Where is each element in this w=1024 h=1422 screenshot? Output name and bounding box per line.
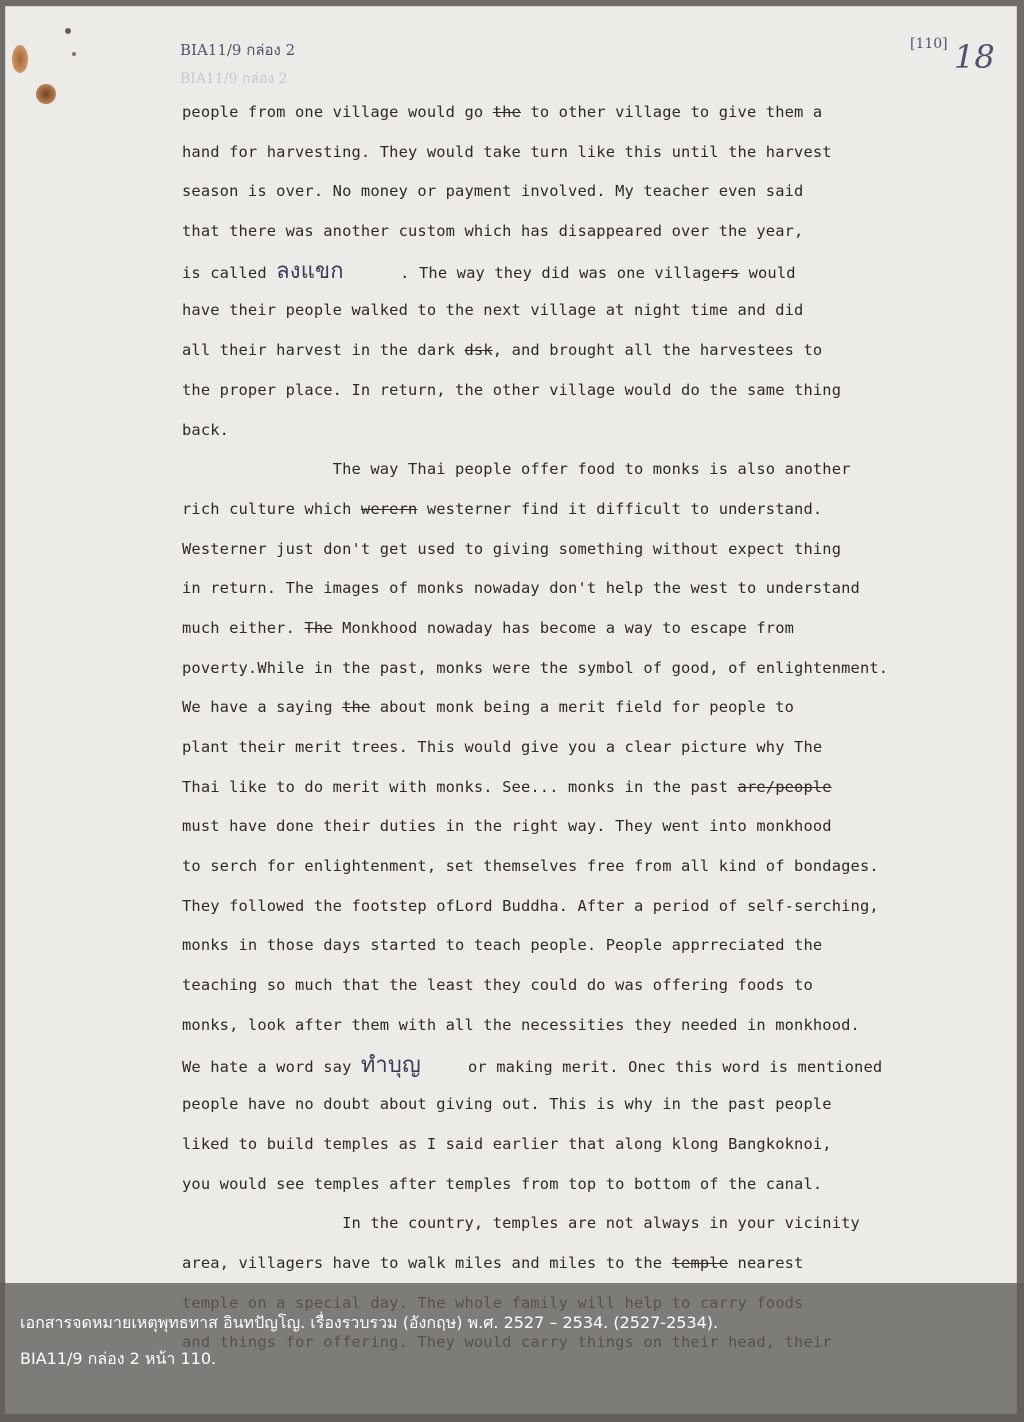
typed-text: the proper place. In return, the other village would do the same thing bbox=[182, 380, 842, 399]
typed-text: season is over. No money or payment involved. My teacher even said bbox=[182, 182, 804, 201]
typed-line bbox=[182, 133, 962, 173]
paper-spot bbox=[72, 52, 76, 56]
struck-text: the bbox=[492, 103, 521, 121]
typed-line bbox=[182, 1046, 962, 1086]
typed-text: back. bbox=[182, 420, 230, 439]
typed-text: must have done their duties in the right way. They went into monkhood bbox=[182, 817, 832, 836]
typed-text: westerner find it difficult to understand. bbox=[417, 499, 823, 518]
typed-text: Monkhood nowaday has become a way to escape from bbox=[332, 618, 795, 637]
typed-text: rich culture which bbox=[182, 499, 361, 518]
typed-line bbox=[182, 688, 962, 728]
typed-line bbox=[182, 847, 962, 887]
typed-line bbox=[182, 1006, 962, 1046]
typed-line bbox=[182, 926, 962, 966]
typed-text: poverty.While in the past, monks were the symbol of good, of enlightenment. bbox=[182, 658, 889, 677]
typed-text: nearest bbox=[728, 1253, 804, 1272]
typed-text: liked to build temples as I said earlier that along klong Bangkoknoi, bbox=[182, 1134, 832, 1153]
archive-reference-ghost: BIA11/9 กล่อง 2 bbox=[180, 71, 288, 87]
typed-text: area, villagers have to walk miles and miles to the bbox=[182, 1253, 672, 1272]
typed-text: much either. bbox=[182, 618, 305, 637]
typed-line bbox=[182, 450, 962, 490]
typed-text: would bbox=[739, 263, 796, 282]
struck-text: werern bbox=[360, 499, 418, 518]
handwritten-thai-word: ทำบุญ bbox=[360, 1052, 421, 1078]
struck-text: temple bbox=[671, 1253, 729, 1272]
typed-text: is called bbox=[182, 263, 277, 282]
typed-line bbox=[182, 569, 962, 609]
handwritten-thai-word: ลงแขก bbox=[276, 258, 344, 284]
archive-reference: BIA11/9 กล่อง 2 bbox=[180, 41, 296, 59]
typed-line bbox=[182, 1165, 962, 1205]
typed-text: all their harvest in the dark bbox=[182, 341, 465, 360]
typed-text: Thai like to do merit with monks. See... monks in the past bbox=[182, 777, 738, 796]
punch-hole-stain bbox=[12, 45, 28, 73]
caption-reference: BIA11/9 กล่อง 2 หน้า 110. bbox=[20, 1349, 217, 1368]
typed-line bbox=[182, 212, 962, 252]
struck-text: are/people bbox=[737, 777, 832, 796]
typed-text: plant their merit trees. This would give you a clear picture why The bbox=[182, 738, 823, 756]
typed-text: hand for harvesting. They would take turn like this until the harvest bbox=[182, 142, 832, 161]
typed-line bbox=[182, 887, 962, 927]
typed-text: teaching so much that the least they could do was offering foods to bbox=[182, 976, 813, 995]
typed-text: monks, look after them with all the necessities they needed in monkhood. bbox=[182, 1015, 860, 1034]
typed-text: In the country, temples are not always in your vicinity bbox=[182, 1214, 860, 1233]
typed-text: The way Thai people offer food to monks is also another bbox=[182, 460, 851, 479]
struck-text: The bbox=[304, 618, 333, 637]
typed-line bbox=[182, 530, 962, 570]
page-number-bracket: [110] bbox=[910, 36, 948, 52]
typed-line bbox=[182, 1085, 962, 1125]
typed-line bbox=[182, 728, 962, 768]
typed-line bbox=[182, 609, 962, 649]
typed-line bbox=[182, 252, 962, 292]
typed-line bbox=[182, 371, 962, 411]
struck-text: dsk bbox=[464, 341, 493, 360]
typed-text: to other village to give them a bbox=[520, 103, 823, 121]
typed-text: They followed the footstep ofLord Buddha. After a period of self-serching, bbox=[182, 896, 879, 915]
caption-bar bbox=[0, 1283, 1024, 1422]
typed-text: you would see temples after temples from top to bottom of the canal. bbox=[182, 1174, 823, 1193]
struck-text: the bbox=[342, 698, 371, 717]
typed-line bbox=[182, 93, 962, 133]
typed-text: to serch for enlightenment, set themselves free from all kind of bondages. bbox=[182, 857, 879, 876]
typed-line bbox=[182, 172, 962, 212]
typed-text: monks in those days started to teach people. People apprreciated the bbox=[182, 936, 823, 955]
typed-line bbox=[182, 649, 962, 689]
typed-text: people from one village would go bbox=[182, 103, 493, 121]
typed-line bbox=[182, 966, 962, 1006]
typed-text: have their people walked to the next village at night time and did bbox=[182, 301, 804, 320]
typed-line bbox=[182, 291, 962, 331]
paper-spot bbox=[65, 28, 71, 34]
typed-text: We have a saying bbox=[182, 698, 343, 717]
typed-line bbox=[182, 1204, 962, 1244]
typed-text: that there was another custom which has disappeared over the year, bbox=[182, 222, 804, 241]
typed-text: or making merit. Onec this word is mentioned bbox=[420, 1057, 883, 1076]
punch-hole-stain bbox=[36, 84, 56, 104]
typed-text: . The way they did was one village bbox=[343, 263, 721, 282]
typed-text: Westerner just don't get used to giving something without expect thing bbox=[182, 539, 842, 558]
typed-line bbox=[182, 490, 962, 530]
typed-line bbox=[182, 807, 962, 847]
typed-text: in return. The images of monks nowaday don't help the west to understand bbox=[182, 579, 860, 598]
typed-text-body bbox=[182, 93, 962, 1363]
typed-text: people have no doubt about giving out. This is why in the past people bbox=[182, 1095, 832, 1114]
struck-text: rs bbox=[720, 263, 740, 282]
typed-line bbox=[182, 411, 962, 451]
typed-line bbox=[182, 331, 962, 371]
typed-text: , and brought all the harvestees to bbox=[492, 341, 823, 360]
caption-title: เอกสารจดหมายเหตุพุทธทาส อินทปัญโญ. เรื่องรวบรวม (อังกฤษ) พ.ศ. 2527 – 2534. (2527-2534). bbox=[20, 1313, 719, 1332]
typed-line bbox=[182, 1125, 962, 1165]
typed-text: about monk being a merit field for people to bbox=[370, 698, 795, 717]
typed-text: We hate a word say bbox=[182, 1057, 361, 1076]
typed-line bbox=[182, 768, 962, 808]
page-number-handwritten: 18 bbox=[954, 38, 995, 76]
typed-line bbox=[182, 1244, 962, 1284]
